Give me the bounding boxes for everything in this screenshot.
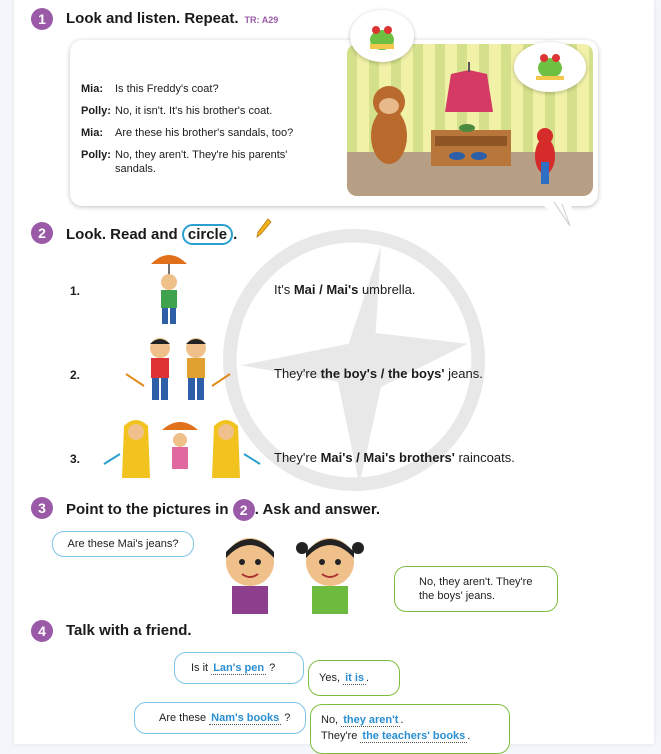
two-girls-illustration <box>210 532 370 614</box>
frog-sandals-icon <box>514 42 586 92</box>
thought-bubble-frog <box>350 10 414 62</box>
item-1-number: 1. <box>70 284 81 298</box>
section-2-number: 2 <box>31 222 53 244</box>
dialogue-text: No, they aren't. They're his parents' <box>115 149 288 161</box>
question-bubble-2: Are these Nam's books ? <box>134 702 306 734</box>
dialogue-line-3 <box>81 126 321 140</box>
answer-bubble-2 <box>310 704 510 754</box>
question-bubble-1: Is it Lan's pen ? <box>174 652 304 684</box>
section-2-reference-badge: 2 <box>233 499 255 521</box>
dialogue-tail <box>534 200 574 230</box>
speaker-label: Mia: <box>81 127 103 139</box>
thought-bubble-frog-2 <box>514 42 586 92</box>
item-3-number: 3. <box>70 452 81 466</box>
option-a[interactable]: Mai <box>293 282 316 297</box>
dialogue-text-continued: sandals. <box>115 163 156 175</box>
two-boys-illustration <box>124 334 234 408</box>
answer-fill-2[interactable]: it is <box>345 672 365 684</box>
section-2-title-text: Look. Read and <box>66 226 178 243</box>
answer-bubble <box>394 566 558 612</box>
answer-fill-3[interactable]: Nam's books <box>211 712 280 724</box>
section-4-title: Talk with a friend. <box>66 622 192 639</box>
textbook-page <box>14 0 654 744</box>
item-1-sentence: It's Mai / Mai's umbrella. <box>274 282 416 297</box>
option-b[interactable]: Mai's <box>326 282 359 297</box>
option-b[interactable]: the boys' <box>387 366 445 381</box>
section-3-number: 3 <box>31 497 53 519</box>
dialogue-text: No, it isn't. It's his brother's coat. <box>115 105 273 117</box>
track-label: TR: A29 <box>244 15 279 25</box>
frog-icon <box>350 10 414 62</box>
question-bubble: Are these Mai's jeans? <box>52 531 194 557</box>
option-b[interactable]: Mai's brothers' <box>363 450 455 465</box>
section-3-title <box>66 499 380 521</box>
pencil-icon <box>256 218 272 238</box>
section-3-title-text: Point to the pictures in <box>66 500 229 518</box>
answer-bubble-1: Yes, it is . <box>308 660 400 696</box>
section-1-number: 1 <box>31 8 53 30</box>
answer-fill-1[interactable]: Lan's pen <box>213 662 265 674</box>
dialogue-line-1 <box>81 82 321 96</box>
answer-line-2: the boys' jeans. <box>419 590 496 602</box>
answer-fill-4[interactable]: they aren't <box>343 714 399 726</box>
answer-line-a: No, they aren't . <box>321 714 404 726</box>
speaker-label: Mia: <box>81 83 103 95</box>
section-1-title-text: Look and listen. Repeat. <box>66 10 239 27</box>
answer-fill-5[interactable]: the teachers' books <box>362 730 466 742</box>
section-1-title <box>66 10 278 27</box>
answer-line-1: No, they aren't. They're <box>419 576 533 588</box>
dialogue-text: Is this Freddy's coat? <box>115 83 219 95</box>
dialogue-text: Are these his brother's sandals, too? <box>115 127 294 139</box>
girl-umbrella-illustration <box>147 250 191 330</box>
dialogue-line-4 <box>81 148 321 176</box>
speaker-label: Polly: <box>81 149 111 161</box>
section-2-title <box>66 224 237 245</box>
dialogue-line-2 <box>81 104 321 118</box>
section-4-number: 4 <box>31 620 53 642</box>
raincoat-children-illustration <box>102 416 262 490</box>
speaker-label: Polly: <box>81 105 111 117</box>
answer-line-b: They're the teachers' books . <box>321 730 471 742</box>
item-3-sentence: They're Mai's / Mai's brothers' raincoats. <box>274 450 515 465</box>
circle-word: circle <box>182 224 233 245</box>
option-a[interactable]: Mai's <box>320 450 353 465</box>
section-2-title-period: . <box>233 226 238 243</box>
option-a[interactable]: the boy's <box>320 366 378 381</box>
section-3-title-tail: . Ask and answer. <box>254 500 381 518</box>
item-2-number: 2. <box>70 368 81 382</box>
item-2-sentence: They're the boy's / the boys' jeans. <box>274 366 483 381</box>
